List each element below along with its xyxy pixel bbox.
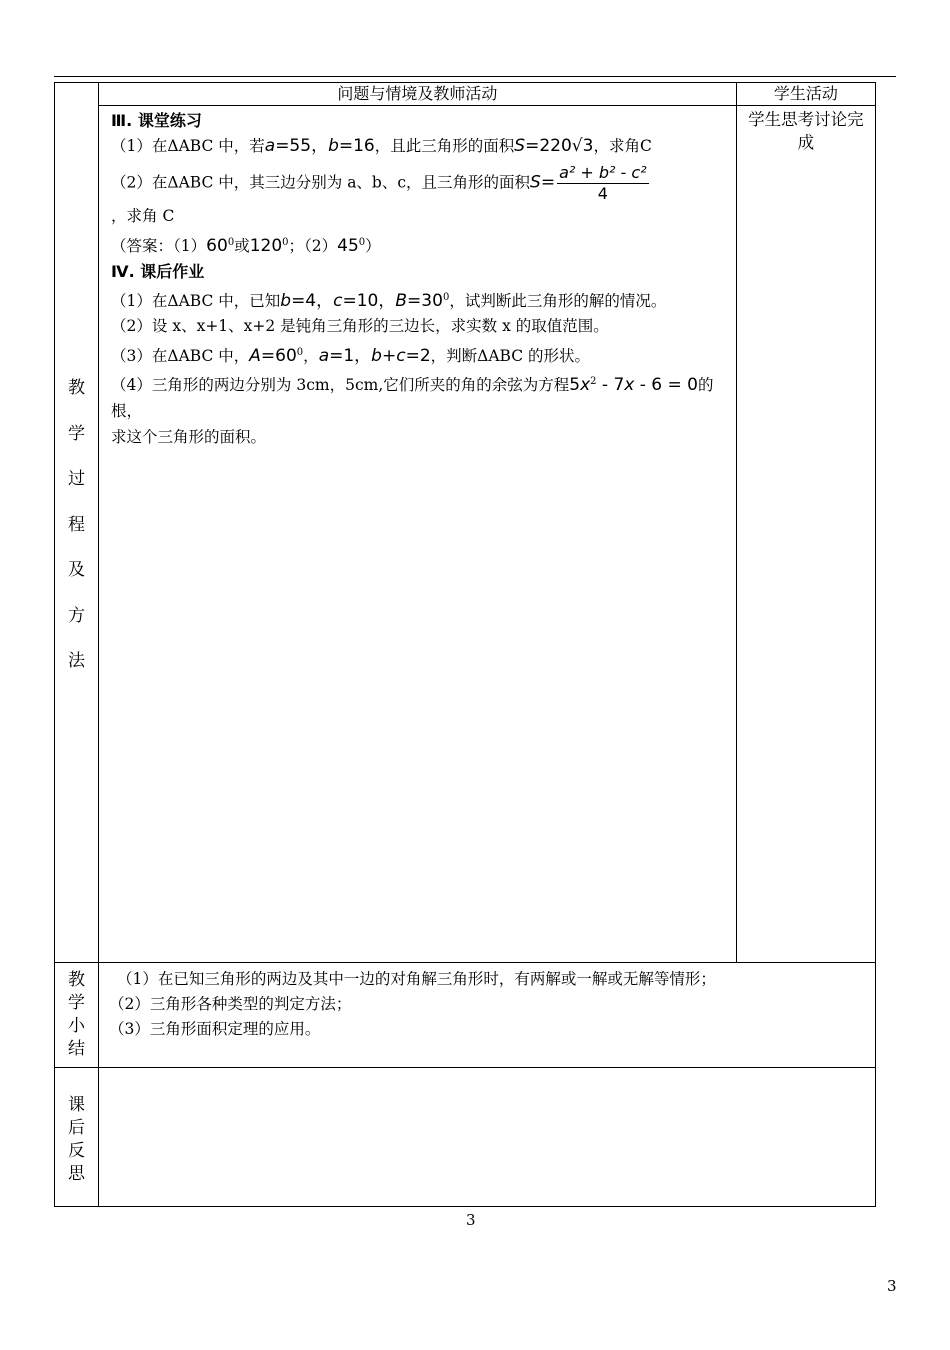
answer-line: （答案：$(1)60^0$或$120^0$；$(2)45^0$） [111, 235, 381, 256]
summary-label: 教 学 小 结 [68, 970, 86, 1059]
header-student-activity: 学生活动 [736, 83, 875, 106]
lesson-table [54, 82, 876, 1207]
homework-2: （2）设 x、x+1、x+2 是钝角三角形的三边长，求实数 x 的取值范围。 [111, 317, 609, 336]
exercise-2-end: ，求角 C [111, 207, 175, 225]
header-row [55, 83, 876, 106]
section4-title: Ⅳ. 课后作业 [111, 262, 205, 282]
top-rule [54, 76, 896, 77]
process-content-cell [99, 106, 737, 963]
homework-4: （4）三角形的两边分别为 3cm，5cm,它们所夹的角的余弦为方程$5x^2 - 7x - 6 = 0$的根， [111, 375, 714, 421]
process-label-cell [55, 83, 99, 963]
summary-cell [99, 963, 876, 1068]
summary-text [99, 963, 875, 1042]
exercise-2: （2）在ΔABC 中，其三边分别为 a、b、c，且三角形的面积S= $\frac{\text{a² + b² - c²}}{4}$ [111, 163, 647, 203]
homework-3: （3）在ΔABC 中，$A=60^0$，a=1，b+c=2，判断ΔABC 的形状。 [111, 345, 590, 366]
reflection-row [55, 1068, 876, 1207]
page-number-corner: 3 [887, 1277, 897, 1295]
summary-item-1: （1）在已知三角形的两边及其中一边的对角解三角形时，有两解或一解或无解等情形； [117, 970, 716, 988]
student-activity-cell [736, 106, 875, 963]
student-activity-text: 学生思考讨论完成 [748, 110, 864, 152]
summary-row [55, 963, 876, 1068]
process-label: 教 学 过 程 及 方 法 [68, 378, 86, 671]
homework-1: （1）在ΔABC 中，已知b=4，c=10，$B=30^0$，试判断此三角形的解的情况。 [111, 290, 667, 311]
homework-4-end: 求这个三角形的面积。 [111, 427, 267, 446]
summary-item-3: （3）三角形面积定理的应用。 [109, 1020, 321, 1038]
process-row [55, 106, 876, 963]
reflection-label: 课 后 反 思 [68, 1095, 86, 1184]
reflection-cell [99, 1068, 876, 1207]
summary-label-cell [55, 963, 99, 1068]
area-fraction: $\frac{\text{a² + b² - c²}}{4}$ [559, 163, 647, 203]
section3-title: Ⅲ. 课堂练习 [111, 111, 202, 130]
exercise-1: （1）在ΔABC 中，若a=55，b=16，且此三角形的面积S=220√3，求角C [111, 135, 652, 156]
reflection-label-cell [55, 1068, 99, 1207]
summary-item-2: （2）三角形各种类型的判定方法； [109, 995, 352, 1013]
header-activities: 问题与情境及教师活动 [99, 83, 737, 106]
process-content [99, 106, 736, 450]
page-number-center: 3 [466, 1211, 476, 1229]
